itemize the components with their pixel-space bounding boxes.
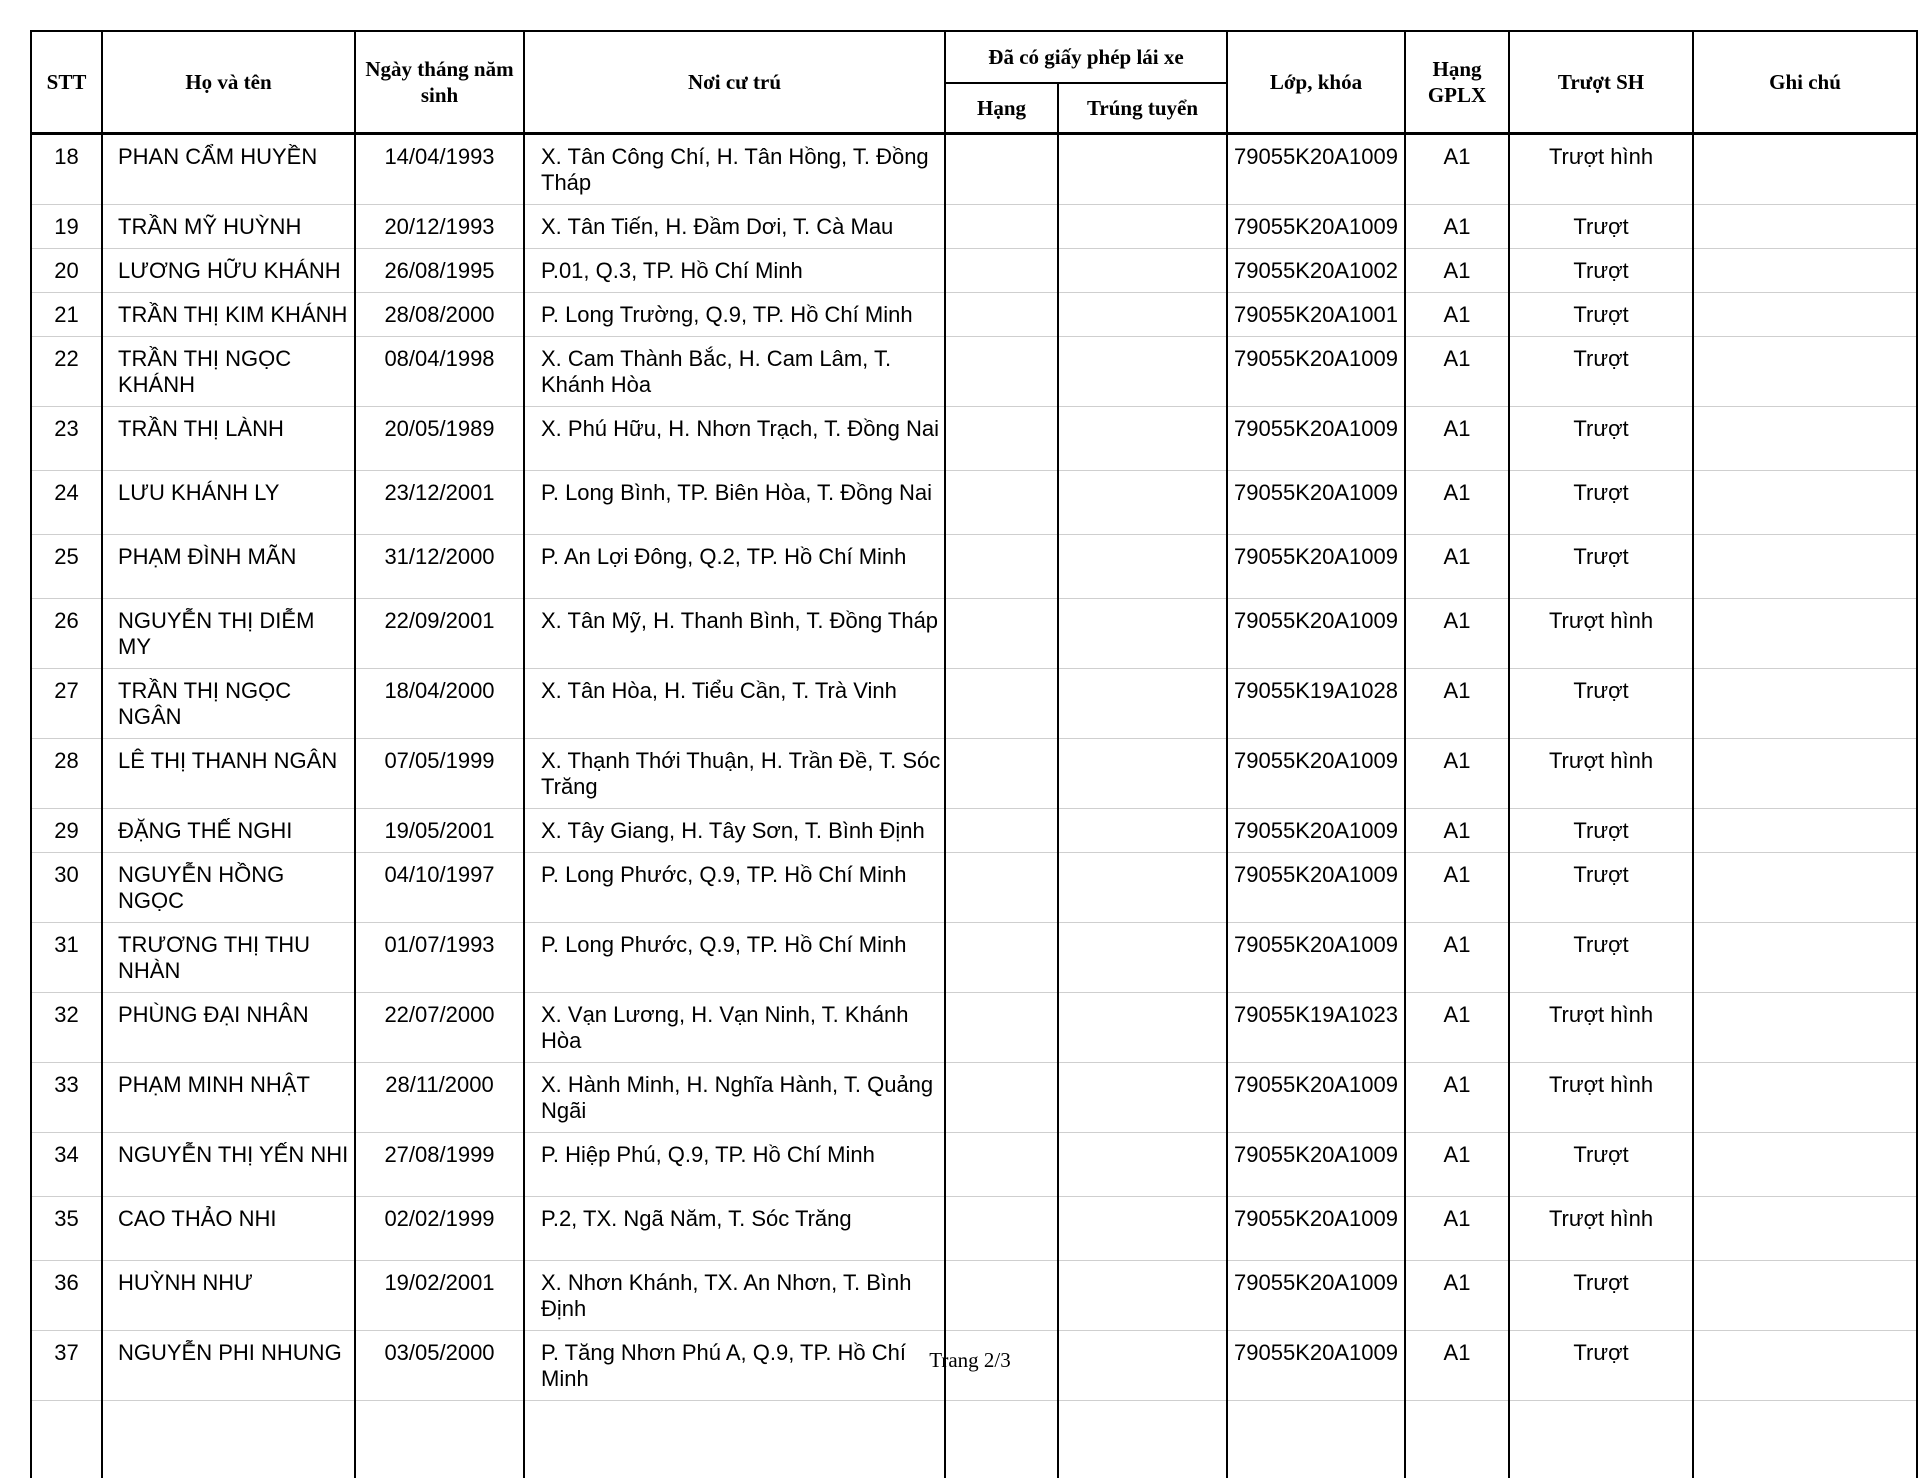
row-notes (1693, 1133, 1917, 1197)
row-license-rank (945, 923, 1058, 993)
table-header (31, 31, 1917, 134)
row-class-course: 79055K19A1023 (1227, 993, 1405, 1063)
row-date-of-birth: 26/08/1995 (355, 249, 524, 293)
results-table (30, 30, 1918, 1478)
row-full-name: LƯƠNG HỮU KHÁNH (102, 249, 355, 293)
header-full-name: Họ và tên (102, 31, 355, 134)
row-license-class: A1 (1405, 337, 1509, 407)
header-admitted: Trúng tuyển (1058, 83, 1227, 134)
row-date-of-birth: 18/04/2000 (355, 669, 524, 739)
row-full-name: NGUYỄN PHI NHUNG (102, 1331, 355, 1401)
row-admitted (1058, 1063, 1227, 1133)
table-row (31, 993, 1917, 1063)
row-notes (1693, 471, 1917, 535)
row-stt: 26 (31, 599, 102, 669)
row-admitted (1058, 407, 1227, 471)
row-license-rank (945, 853, 1058, 923)
row-failed-exam: Trượt (1509, 407, 1693, 471)
row-failed-exam: Trượt (1509, 809, 1693, 853)
row-license-class: A1 (1405, 993, 1509, 1063)
table-row (31, 337, 1917, 407)
row-license-rank (945, 1197, 1058, 1261)
row-date-of-birth: 23/12/2001 (355, 471, 524, 535)
row-failed-exam: Trượt hình (1509, 599, 1693, 669)
table-row (31, 669, 1917, 739)
row-stt: 22 (31, 337, 102, 407)
row-notes (1693, 739, 1917, 809)
row-license-class: A1 (1405, 407, 1509, 471)
row-date-of-birth: 14/04/1993 (355, 134, 524, 205)
row-class-course: 79055K20A1009 (1227, 1133, 1405, 1197)
row-class-course: 79055K20A1009 (1227, 535, 1405, 599)
row-residence: P. Tăng Nhơn Phú A, Q.9, TP. Hồ Chí Minh (524, 1331, 945, 1401)
header-license-class: Hạng GPLX (1405, 31, 1509, 134)
row-full-name: TRẦN THỊ KIM KHÁNH (102, 293, 355, 337)
table-row (31, 923, 1917, 993)
row-residence: X. Tây Giang, H. Tây Sơn, T. Bình Định (524, 809, 945, 853)
row-class-course: 79055K20A1009 (1227, 1063, 1405, 1133)
row-license-class: A1 (1405, 599, 1509, 669)
row-failed-exam: Trượt (1509, 249, 1693, 293)
table-row-empty (31, 1401, 1917, 1478)
row-failed-exam: Trượt (1509, 1261, 1693, 1331)
row-notes (1693, 809, 1917, 853)
row-residence: P.2, TX. Ngã Năm, T. Sóc Trăng (524, 1197, 945, 1261)
row-full-name: TRẦN MỸ HUỲNH (102, 205, 355, 249)
row-license-rank (945, 1133, 1058, 1197)
table-row (31, 809, 1917, 853)
row-full-name: PHẠM ĐÌNH MÃN (102, 535, 355, 599)
row-failed-exam: Trượt (1509, 853, 1693, 923)
row-residence: P. Long Phước, Q.9, TP. Hồ Chí Minh (524, 923, 945, 993)
row-stt: 27 (31, 669, 102, 739)
row-failed-exam: Trượt (1509, 1133, 1693, 1197)
row-residence: P. Long Trường, Q.9, TP. Hồ Chí Minh (524, 293, 945, 337)
row-license-class: A1 (1405, 809, 1509, 853)
row-date-of-birth: 27/08/1999 (355, 1133, 524, 1197)
row-license-rank (945, 1261, 1058, 1331)
row-class-course: 79055K20A1009 (1227, 407, 1405, 471)
row-admitted (1058, 739, 1227, 809)
row-full-name: TRẦN THỊ NGỌC NGÂN (102, 669, 355, 739)
row-admitted (1058, 1261, 1227, 1331)
row-license-rank (945, 993, 1058, 1063)
row-class-course: 79055K20A1009 (1227, 809, 1405, 853)
row-date-of-birth: 19/02/2001 (355, 1261, 524, 1331)
row-class-course: 79055K19A1028 (1227, 669, 1405, 739)
row-date-of-birth: 04/10/1997 (355, 853, 524, 923)
empty-cell (1405, 1401, 1509, 1478)
row-stt: 32 (31, 993, 102, 1063)
row-class-course: 79055K20A1009 (1227, 923, 1405, 993)
row-admitted (1058, 337, 1227, 407)
row-date-of-birth: 03/05/2000 (355, 1331, 524, 1401)
row-admitted (1058, 249, 1227, 293)
row-admitted (1058, 471, 1227, 535)
table-row (31, 249, 1917, 293)
row-class-course: 79055K20A1009 (1227, 1197, 1405, 1261)
row-license-rank (945, 249, 1058, 293)
row-residence: X. Phú Hữu, H. Nhơn Trạch, T. Đồng Nai (524, 407, 945, 471)
row-class-course: 79055K20A1009 (1227, 853, 1405, 923)
row-stt: 28 (31, 739, 102, 809)
row-license-class: A1 (1405, 1063, 1509, 1133)
row-admitted (1058, 205, 1227, 249)
row-class-course: 79055K20A1009 (1227, 1331, 1405, 1401)
row-full-name: TRƯƠNG THỊ THU NHÀN (102, 923, 355, 993)
row-notes (1693, 1063, 1917, 1133)
row-failed-exam: Trượt (1509, 337, 1693, 407)
table-row (31, 1197, 1917, 1261)
row-license-class: A1 (1405, 134, 1509, 205)
table-row (31, 293, 1917, 337)
row-notes (1693, 134, 1917, 205)
row-stt: 19 (31, 205, 102, 249)
row-stt: 31 (31, 923, 102, 993)
row-full-name: TRẦN THỊ LÀNH (102, 407, 355, 471)
row-stt: 36 (31, 1261, 102, 1331)
row-admitted (1058, 853, 1227, 923)
table-row (31, 1133, 1917, 1197)
row-full-name: PHẠM MINH NHẬT (102, 1063, 355, 1133)
row-full-name: TRẦN THỊ NGỌC KHÁNH (102, 337, 355, 407)
row-class-course: 79055K20A1009 (1227, 1261, 1405, 1331)
empty-cell (524, 1401, 945, 1478)
row-date-of-birth: 22/09/2001 (355, 599, 524, 669)
row-notes (1693, 205, 1917, 249)
row-full-name: CAO THẢO NHI (102, 1197, 355, 1261)
row-date-of-birth: 22/07/2000 (355, 993, 524, 1063)
row-failed-exam: Trượt hình (1509, 134, 1693, 205)
row-license-rank (945, 134, 1058, 205)
row-residence: P.01, Q.3, TP. Hồ Chí Minh (524, 249, 945, 293)
row-failed-exam: Trượt hình (1509, 1197, 1693, 1261)
empty-cell (945, 1401, 1058, 1478)
row-admitted (1058, 993, 1227, 1063)
empty-cell (1227, 1401, 1405, 1478)
row-residence: X. Thạnh Thới Thuận, H. Trần Đề, T. Sóc Trăng (524, 739, 945, 809)
row-notes (1693, 1197, 1917, 1261)
row-full-name: LƯU KHÁNH LY (102, 471, 355, 535)
row-license-class: A1 (1405, 739, 1509, 809)
empty-cell (355, 1401, 524, 1478)
row-date-of-birth: 20/05/1989 (355, 407, 524, 471)
row-residence: X. Tân Công Chí, H. Tân Hồng, T. Đồng Tháp (524, 134, 945, 205)
row-license-class: A1 (1405, 249, 1509, 293)
page-number: Trang 2/3 (0, 1348, 1920, 1373)
row-notes (1693, 1261, 1917, 1331)
row-license-rank (945, 599, 1058, 669)
row-residence: X. Cam Thành Bắc, H. Cam Lâm, T. Khánh Hòa (524, 337, 945, 407)
row-license-rank (945, 739, 1058, 809)
row-full-name: NGUYỄN THỊ YẾN NHI (102, 1133, 355, 1197)
row-notes (1693, 669, 1917, 739)
row-residence: P. An Lợi Đông, Q.2, TP. Hồ Chí Minh (524, 535, 945, 599)
row-license-class: A1 (1405, 293, 1509, 337)
row-notes (1693, 407, 1917, 471)
row-failed-exam: Trượt (1509, 535, 1693, 599)
row-admitted (1058, 923, 1227, 993)
row-class-course: 79055K20A1001 (1227, 293, 1405, 337)
row-notes (1693, 535, 1917, 599)
row-date-of-birth: 01/07/1993 (355, 923, 524, 993)
row-residence: P. Long Bình, TP. Biên Hòa, T. Đồng Nai (524, 471, 945, 535)
row-date-of-birth: 20/12/1993 (355, 205, 524, 249)
row-license-class: A1 (1405, 853, 1509, 923)
row-residence: P. Long Phước, Q.9, TP. Hồ Chí Minh (524, 853, 945, 923)
row-license-rank (945, 205, 1058, 249)
row-admitted (1058, 1197, 1227, 1261)
header-license-group: Đã có giấy phép lái xe (945, 31, 1227, 83)
row-date-of-birth: 19/05/2001 (355, 809, 524, 853)
row-notes (1693, 993, 1917, 1063)
table-row (31, 1063, 1917, 1133)
row-notes (1693, 853, 1917, 923)
header-license-rank: Hạng (945, 83, 1058, 134)
row-full-name: LÊ THỊ THANH NGÂN (102, 739, 355, 809)
row-date-of-birth: 07/05/1999 (355, 739, 524, 809)
row-admitted (1058, 599, 1227, 669)
table-row (31, 1261, 1917, 1331)
row-notes (1693, 337, 1917, 407)
row-notes (1693, 923, 1917, 993)
row-residence: X. Tân Tiến, H. Đầm Dơi, T. Cà Mau (524, 205, 945, 249)
row-stt: 34 (31, 1133, 102, 1197)
empty-cell (1509, 1401, 1693, 1478)
table-row (31, 599, 1917, 669)
row-license-rank (945, 535, 1058, 599)
row-admitted (1058, 1133, 1227, 1197)
row-class-course: 79055K20A1009 (1227, 205, 1405, 249)
row-failed-exam: Trượt hình (1509, 1063, 1693, 1133)
row-date-of-birth: 08/04/1998 (355, 337, 524, 407)
table-row (31, 471, 1917, 535)
row-stt: 23 (31, 407, 102, 471)
empty-cell (31, 1401, 102, 1478)
table-row (31, 205, 1917, 249)
row-class-course: 79055K20A1009 (1227, 134, 1405, 205)
row-admitted (1058, 134, 1227, 205)
row-license-class: A1 (1405, 205, 1509, 249)
header-class-course: Lớp, khóa (1227, 31, 1405, 134)
row-failed-exam: Trượt hình (1509, 739, 1693, 809)
row-stt: 33 (31, 1063, 102, 1133)
row-failed-exam: Trượt (1509, 669, 1693, 739)
row-class-course: 79055K20A1009 (1227, 599, 1405, 669)
row-residence: X. Tân Hòa, H. Tiểu Cần, T. Trà Vinh (524, 669, 945, 739)
table-row (31, 853, 1917, 923)
row-residence: X. Nhơn Khánh, TX. An Nhơn, T. Bình Định (524, 1261, 945, 1331)
row-admitted (1058, 535, 1227, 599)
row-full-name: HUỲNH NHƯ (102, 1261, 355, 1331)
row-class-course: 79055K20A1002 (1227, 249, 1405, 293)
header-failed-exam: Trượt SH (1509, 31, 1693, 134)
row-stt: 18 (31, 134, 102, 205)
row-stt: 35 (31, 1197, 102, 1261)
row-license-class: A1 (1405, 1197, 1509, 1261)
row-license-class: A1 (1405, 1331, 1509, 1401)
row-residence: X. Vạn Lương, H. Vạn Ninh, T. Khánh Hòa (524, 993, 945, 1063)
row-class-course: 79055K20A1009 (1227, 337, 1405, 407)
row-residence: X. Tân Mỹ, H. Thanh Bình, T. Đồng Tháp (524, 599, 945, 669)
row-license-class: A1 (1405, 669, 1509, 739)
row-license-class: A1 (1405, 471, 1509, 535)
empty-cell (1058, 1401, 1227, 1478)
row-stt: 30 (31, 853, 102, 923)
row-date-of-birth: 28/08/2000 (355, 293, 524, 337)
row-admitted (1058, 293, 1227, 337)
row-stt: 20 (31, 249, 102, 293)
header-stt: STT (31, 31, 102, 134)
table-row (31, 739, 1917, 809)
row-license-rank (945, 1063, 1058, 1133)
row-notes (1693, 249, 1917, 293)
row-notes (1693, 293, 1917, 337)
row-failed-exam: Trượt (1509, 205, 1693, 249)
row-license-rank (945, 293, 1058, 337)
row-license-class: A1 (1405, 1261, 1509, 1331)
row-date-of-birth: 31/12/2000 (355, 535, 524, 599)
row-failed-exam: Trượt (1509, 471, 1693, 535)
row-failed-exam: Trượt (1509, 1331, 1693, 1401)
header-residence: Nơi cư trú (524, 31, 945, 134)
row-license-class: A1 (1405, 1133, 1509, 1197)
row-admitted (1058, 809, 1227, 853)
header-date-of-birth: Ngày tháng năm sinh (355, 31, 524, 134)
row-stt: 24 (31, 471, 102, 535)
row-license-class: A1 (1405, 923, 1509, 993)
table-row (31, 134, 1917, 205)
row-failed-exam: Trượt (1509, 923, 1693, 993)
row-stt: 21 (31, 293, 102, 337)
row-class-course: 79055K20A1009 (1227, 471, 1405, 535)
row-stt: 29 (31, 809, 102, 853)
row-stt: 25 (31, 535, 102, 599)
row-license-rank (945, 669, 1058, 739)
empty-cell (102, 1401, 355, 1478)
row-full-name: PHAN CẨM HUYỀN (102, 134, 355, 205)
row-license-rank (945, 407, 1058, 471)
row-notes (1693, 599, 1917, 669)
empty-cell (1693, 1401, 1917, 1478)
row-failed-exam: Trượt (1509, 293, 1693, 337)
row-license-rank (945, 809, 1058, 853)
table-body (31, 134, 1917, 1478)
row-full-name: NGUYỄN HỒNG NGỌC (102, 853, 355, 923)
header-notes: Ghi chú (1693, 31, 1917, 134)
table-row (31, 535, 1917, 599)
row-class-course: 79055K20A1009 (1227, 739, 1405, 809)
row-license-rank (945, 337, 1058, 407)
row-failed-exam: Trượt hình (1509, 993, 1693, 1063)
row-admitted (1058, 669, 1227, 739)
row-license-rank (945, 471, 1058, 535)
row-full-name: NGUYỄN THỊ DIỄM MY (102, 599, 355, 669)
row-full-name: ĐẶNG THẾ NGHI (102, 809, 355, 853)
row-date-of-birth: 02/02/1999 (355, 1197, 524, 1261)
row-full-name: PHÙNG ĐẠI NHÂN (102, 993, 355, 1063)
row-residence: P. Hiệp Phú, Q.9, TP. Hồ Chí Minh (524, 1133, 945, 1197)
row-date-of-birth: 28/11/2000 (355, 1063, 524, 1133)
table-row (31, 407, 1917, 471)
row-license-class: A1 (1405, 535, 1509, 599)
row-stt: 37 (31, 1331, 102, 1401)
row-residence: X. Hành Minh, H. Nghĩa Hành, T. Quảng Ngãi (524, 1063, 945, 1133)
